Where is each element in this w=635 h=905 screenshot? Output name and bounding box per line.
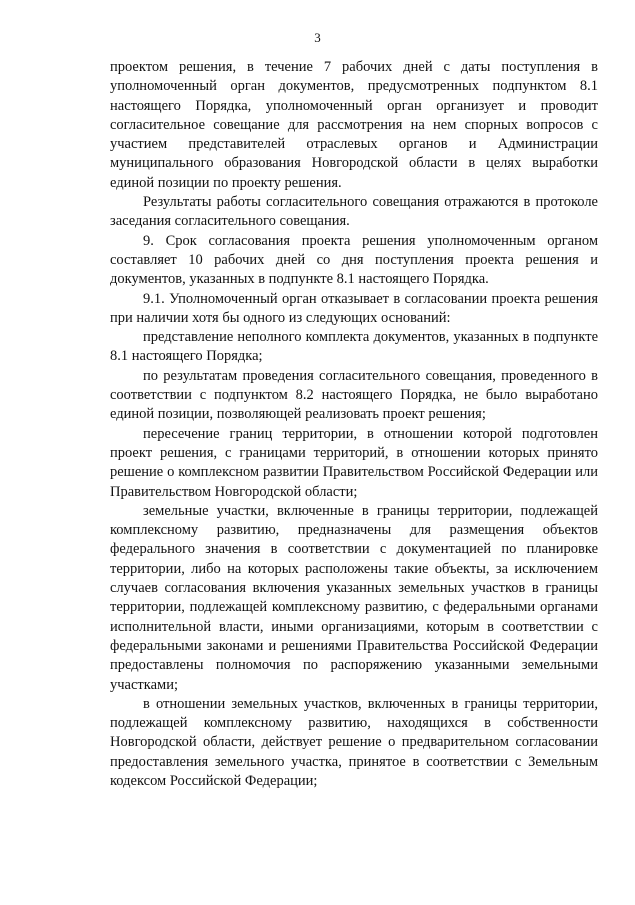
paragraph-ground-no-unified-position: по результатам проведения согласительного совещания, проведенного в соответствии с подпунктом 8.2 настоящего Порядка, не было выработано единой позиции, позволяющей реализовать проект решения; [110,367,598,423]
paragraph-ground-boundary-intersection: пересечение границ территории, в отношении которой подготовлен проект решения, с границами территорий, в отношении которых принято решение о комплексном развитии Правительством Российской Федерации или Правительством Новгородской области; [110,425,598,500]
paragraph-item-9: 9. Срок согласования проекта решения уполномоченным органом составляет 10 рабочих дней со дня поступления проекта решения и документов, указанных в подпункте 8.1 настоящего Порядка. [110,232,598,288]
paragraph-ground-incomplete-documents: представление неполного комплекта документов, указанных в подпункте 8.1 настоящего Порядка; [110,329,598,365]
paragraph-item-9-1: 9.1. Уполномоченный орган отказывает в согласовании проекта решения при наличии хотя бы одного из следующих оснований: [110,290,598,326]
document-body [110,58,598,791]
paragraph-protocol: Результаты работы согласительного совещания отражаются в протоколе заседания согласительного совещания. [110,194,598,230]
paragraph-ground-federal-objects: земельные участки, включенные в границы территории, подлежащей комплексному развитию, предназначены для размещения объектов федерального значения в соответствии с документацией по планировке территории, либо на которых расположены такие объекты, за исключением случаев согласования включения указанных земельных участков в границы территории, подлежащей комплексному развитию, с федеральными органами исполнительной власти, иными организациями, которым в соответствии с федеральными законами и решениями Правительства Российской Федерации предоставлены полномочия по распоряжению указанными земельными участками; [110,502,598,693]
page-number: 3 [314,30,321,45]
paragraph-continuation: проектом решения, в течение 7 рабочих дней с даты поступления в уполномоченный орган документов, предусмотренных подпунктом 8.1 настоящего Порядка, уполномоченный орган организует и проводит согласительное совещание для рассмотрения на нем спорных вопросов с участием представителей отраслевых органов и Администрации муниципального образования Новгородской области в целях выработки единой позиции по проекту решения. [110,59,598,191]
paragraph-ground-preliminary-approval: в отношении земельных участков, включенных в границы территории, подлежащей комплексному развитию, находящихся в собственности Новгородской области, действует решение о предварительном согласовании предоставления земельного участка, принятое в соответствии с Земельным кодексом Российской Федерации; [110,695,598,789]
